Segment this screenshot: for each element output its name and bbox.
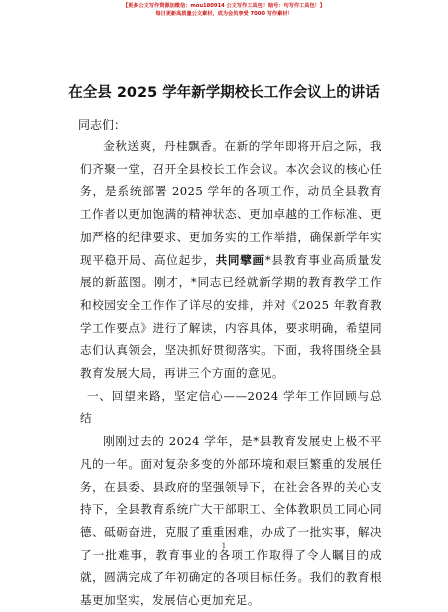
page-number: 1 — [221, 542, 227, 550]
greeting: 同志们： — [78, 118, 127, 132]
paragraph-1-rest: *县教育事业高质量发展的新蓝图。刚才，*同志已经就新学期的教育教学工作和校园安全工作作了详尽的安排，并对《2025 年教育教学工作要点》进行了解读，内容具体，要求明确，希望同志们认真领会，坚决抓好贯彻落实。下面，我将围绕全县教育发展大局，再讲三个方面的意见。 — [80, 252, 382, 381]
document-title: 在全县 2025 学年新学期校长工作会议上的讲话 — [68, 85, 380, 101]
paragraph-2: 刚刚过去的 2024 学年，是*县教育发展史上极不平凡的一年。面对复杂多变的外部环境和艰巨繁重的发展任务，在县委、县政府的坚强领导下，在社会各界的关心支持下，全县教育系统广大干部职工、全体教职员工同心同德、砥砺奋进，克服了重重困难，办成了一批实事，解决了一批难事，教育事业的各项工作取得了令人瞩目的成就，圆满完成了年初确定的各项目标任务。我们的教育根基更加坚实，发展信心更加充足。 — [80, 434, 382, 608]
paragraph-1-bold: 共同擘画 — [215, 252, 265, 267]
document-body — [80, 135, 382, 612]
promo-banner-line1: 【更多公文写作资源加微信：mou180914 公文写作工具包！暗号：句写作工具包！】 — [122, 3, 326, 9]
paragraph-1 — [80, 135, 382, 385]
promo-banner — [0, 2, 448, 18]
paragraph-1-text: 金秋送爽，丹桂飘香。在新的学年即将开启之际，我们齐聚一堂，召开全县校长工作会议。本次会议的核心任务，是系统部署 2025 学年的各项工作，动员全县教育工作者以更加饱满的精神状态、更加卓越的工作标准、更加严格的纪律要求、更加务实的工作举措，确保新学年实现平稳开局、高位起步， — [80, 139, 382, 267]
promo-banner-line2: 每日更新高质量公文素材，成为会员享受 7000 写作素材！ — [155, 11, 293, 17]
section-heading-1: 一、回望来路，坚定信心——2024 学年工作回顾与总结 — [80, 388, 382, 426]
